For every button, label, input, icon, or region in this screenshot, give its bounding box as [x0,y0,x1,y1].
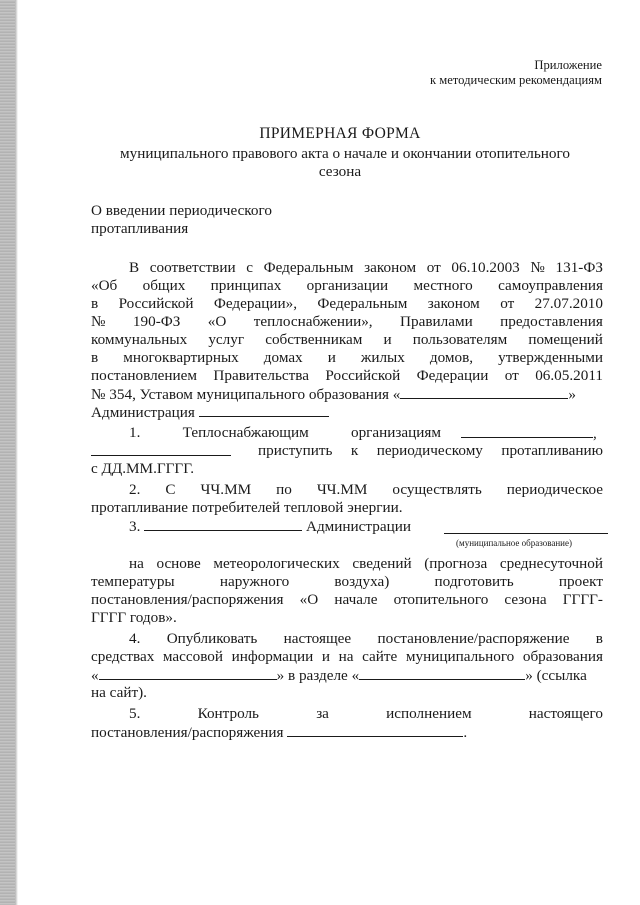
word: организации [306,277,389,294]
word: исполнением [386,705,472,722]
item-4-line [129,630,603,648]
item-3-text: Администрации [305,518,411,535]
word: принципах [210,277,282,294]
item-4-text: » в разделе « [276,667,360,684]
word: домов, [429,349,474,366]
preamble-line [91,385,576,404]
word: сайте [362,648,398,665]
word: на [338,648,354,665]
word: № [91,313,106,330]
word: Российской [325,367,401,384]
preamble-line [91,277,603,295]
word: и [327,349,336,366]
word: общих [142,277,186,294]
municipality-blank [444,520,608,534]
subject-line: протапливания [91,220,189,237]
site-section-blank [359,666,525,680]
word: услуг [208,331,245,348]
word: в [91,349,99,366]
word: Правительства [213,367,309,384]
word: метеорологических [213,555,340,572]
word: подготовить [434,573,514,590]
administration-label: Администрация [91,404,195,421]
administration-name-blank [199,403,329,417]
word: пользователям [412,331,508,348]
word: Контроль [197,705,259,722]
preamble-line [91,331,603,349]
word: настоящее [283,630,352,647]
municipality-name-blank [400,385,568,399]
responsible-official-blank [287,723,463,737]
item-3-line [91,591,603,609]
word: Федеральным [317,295,408,312]
word: многоквартирных [123,349,239,366]
word: периодическому [376,442,483,459]
item-3-line: ГГГГ годов». [91,609,177,626]
word: воздуха) [334,573,390,590]
word: 06.10.2003 [451,259,520,276]
item-4-line [91,648,603,666]
item-1-line [461,424,597,443]
word: № [530,259,545,276]
preamble-line [91,367,603,385]
item-4-line: на сайт). [91,684,147,701]
word: за [316,705,329,722]
word: 5. [129,705,141,722]
word: сезона [504,591,547,608]
word: в [595,630,603,647]
word: 06.05.2011 [535,367,603,384]
item-3-number: 3. [129,518,141,535]
media-name-blank [99,666,277,680]
word: (прогноза [424,555,488,572]
item-5-line [91,723,467,742]
word: отопительного [393,591,489,608]
word: соответствии [149,259,236,276]
word: сведений [352,555,412,572]
word: и [321,648,331,665]
word: по [276,481,292,498]
word: ЧЧ.ММ [316,481,368,498]
item-1-line [129,424,441,442]
word: Федерации [416,367,489,384]
word: 190-ФЗ [132,313,181,330]
word: местного [413,277,473,294]
document-subtitle: муниципального правового акта о начале и окончании отопительного [120,145,570,162]
word: образования [522,648,603,665]
word: от [504,367,519,384]
word: 131-ФЗ [555,259,603,276]
item-2-line: протапливание потребителей тепловой энергии. [91,499,403,516]
word: массовой [162,648,224,665]
preamble-text: » [568,386,576,403]
word: предоставления [500,313,603,330]
word: домах [263,349,303,366]
word: с [246,259,253,276]
item-5-text: . [463,724,468,741]
word: С [165,481,176,498]
word: 4. [129,630,141,647]
item-1-text: , [593,425,597,442]
word: Федерации», [213,295,297,312]
word: законом [364,259,417,276]
document-title: ПРИМЕРНАЯ ФОРМА [259,125,421,142]
word: утвержденными [498,349,603,366]
word: Теплоснабжающим [182,424,309,441]
word: информации [231,648,314,665]
item-3-line [129,517,411,536]
item-4-line [91,666,587,685]
preamble-text: № 354, Уставом муниципального образования « [91,386,401,403]
word: ГГГГ- [562,591,603,608]
item-1-line [91,442,231,461]
word: Российской [118,295,194,312]
item-3-line [91,573,603,591]
word: Правилами [400,313,473,330]
appendix-label: Приложение [534,58,602,72]
document-subtitle-cont: сезона [318,163,362,180]
municipality-caption: (муниципальное образование) [456,538,572,548]
word: помещений [528,331,603,348]
word: среднесуточной [499,555,603,572]
item-4-text: « [91,667,99,684]
word: «О [207,313,227,330]
item-2-line [129,481,603,499]
item-1-date: с ДД.ММ.ГГГГ. [91,460,195,477]
word: ЧЧ.ММ [200,481,252,498]
word: 27.07.2010 [534,295,603,312]
word: коммунальных [91,331,188,348]
word: к [350,442,359,459]
word: жилых [360,349,405,366]
preamble-line [91,295,603,313]
preamble-line [91,313,603,331]
word: самоуправления [498,277,603,294]
word: основе [156,555,201,572]
heat-supplier-blank [461,424,593,438]
word: постановлением [91,367,198,384]
subject-line: О введении периодического [91,202,272,219]
item-5-line [129,705,603,723]
word: наружного [219,573,290,590]
item-5-text: постановления/распоряжения [91,724,284,741]
word: организациям [350,424,441,441]
word: начале [334,591,378,608]
word: периодическое [506,481,603,498]
preamble-line [91,403,329,422]
word: законом [427,295,480,312]
word: и [383,331,392,348]
word: муниципального [405,648,515,665]
word: Федеральным [263,259,354,276]
word: осуществлять [392,481,482,498]
word: В [129,259,140,276]
item-1-line [258,442,603,460]
word: на [129,555,144,572]
word: приступить [258,442,333,459]
word: от [426,259,441,276]
word: постановление/распоряжение [377,630,570,647]
item-4-text: » (ссылка [525,667,587,684]
preamble-line [91,349,603,367]
preamble-line [129,259,603,277]
word: 2. [129,481,141,498]
item-3-line [129,555,603,573]
word: 1. [129,424,141,441]
word: средствах [91,648,155,665]
word: в [91,295,99,312]
item-3-line [444,520,608,539]
supplier-name-blank [91,442,231,456]
word: «О [299,591,319,608]
word: постановления/распоряжения [91,591,284,608]
word: от [500,295,515,312]
word: настоящего [528,705,603,722]
word: «Об [91,277,118,294]
word: проект [558,573,603,590]
word: Опубликовать [166,630,258,647]
word: собственникам [265,331,363,348]
appendix-ref: к методическим рекомендациям [429,73,602,87]
word: теплоснабжении», [253,313,373,330]
word: протапливанию [501,442,603,459]
word: температуры [91,573,175,590]
official-name-blank [144,517,302,531]
